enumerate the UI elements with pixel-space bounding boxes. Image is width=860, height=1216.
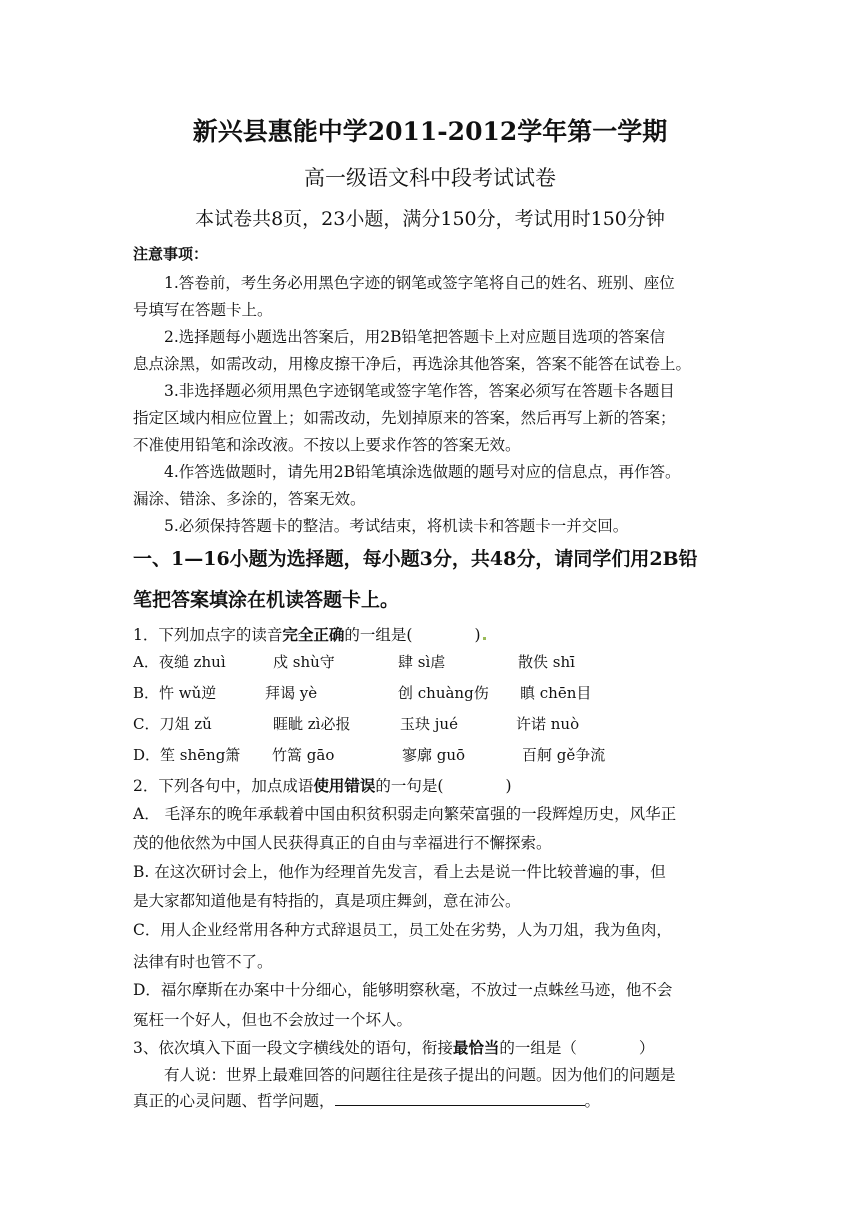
notice-line: 2.选择题每小题选出答案后，用2B铅笔把答题卡上对应题目选项的答案信: [164, 328, 666, 346]
q1-stem-emphasis: 完全正确: [282, 625, 345, 644]
q1-option-b: 瞋 chēn目: [520, 684, 592, 702]
q2-stem-text-end: 的一句是( ): [375, 777, 512, 795]
q2-option-b: B. 在这次研讨会上，他作为经理首先发言，看上去是说一件比较普遍的事，但: [133, 863, 666, 881]
q1-option-d: 寥廓 guō: [402, 746, 466, 764]
q1-option-a: A．夜缒 zhuì: [133, 653, 226, 671]
q3-stem-emphasis: 最恰当: [452, 1038, 500, 1057]
q3-body: 有人说：世界上最难回答的问题往往是孩子提出的问题。因为他们的问题是: [164, 1066, 676, 1084]
notice-line: 号填写在答题卡上。: [133, 301, 273, 319]
q2-option-b-cont: 是大家都知道他是有特指的，真是项庄舞剑，意在沛公。: [133, 892, 521, 910]
notice-line: 4.作答选做题时，请先用2B铅笔填涂选做题的题号对应的信息点，再作答。: [164, 463, 681, 481]
q3-stem: [133, 1036, 654, 1058]
q2-stem-emphasis: 使用错误: [313, 776, 376, 795]
exam-info: 本试卷共8页，23小题，满分150分，考试用时150分钟: [195, 208, 665, 230]
section-heading-cont: 笔把答案填涂在机读答题卡上。: [133, 589, 400, 611]
q1-option-c: 玉玦 jué: [400, 715, 458, 733]
notice-line: 1.答卷前，考生务必用黑色字迹的钢笔或签字笔将自己的姓名、班别、座位: [164, 274, 675, 292]
q1-option-d: D．笙 shēng箫: [133, 746, 241, 764]
exam-title: 新兴县惠能中学2011-2012学年第一学期: [192, 117, 668, 146]
q3-body-text: 真正的心灵问题、哲学问题，: [133, 1092, 335, 1110]
notice-line: 3.非选择题必须用黑色字迹钢笔或签字笔作答，答案必须写在答题卡各题目: [164, 382, 675, 400]
notice-line: 漏涂、错涂、多涂的，答案无效。: [133, 490, 366, 508]
q2-option-c: C．用人企业经常用各种方式辞退员工，员工处在劣势，人为刀俎，我为鱼肉，: [133, 921, 672, 939]
green-mark: [483, 637, 486, 640]
q1-option-d: 百舸 gě争流: [522, 746, 606, 764]
q1-option-c: 睚眦 zì必报: [273, 715, 351, 733]
q1-stem: [133, 623, 486, 645]
q3-stem-text: 3、依次填入下面一段文字横线处的语句，衔接: [133, 1039, 453, 1057]
q1-option-a: 散佚 shī: [518, 653, 575, 671]
q1-option-a: 肆 sì虐: [398, 653, 446, 671]
q3-body-cont: [133, 1089, 600, 1111]
notice-line: 不准使用铅笔和涂改液。不按以上要求作答的答案无效。: [133, 436, 521, 454]
q1-option-b: 拜谒 yè: [265, 684, 318, 702]
q2-option-c-cont: 法律有时也管不了。: [133, 953, 273, 971]
q2-stem: [133, 774, 512, 796]
q2-option-a: A． 毛泽东的晚年承载着中国由积贫积弱走向繁荣富强的一段辉煌历史，风华正: [133, 805, 677, 823]
exam-subtitle: 高一级语文科中段考试试卷: [304, 166, 556, 190]
q1-option-c: 许诺 nuò: [516, 715, 580, 733]
q2-option-d-cont: 冤枉一个好人，但也不会放过一个坏人。: [133, 1011, 413, 1029]
answer-blank[interactable]: [335, 1091, 585, 1106]
q2-stem-text: 2．下列各句中，加点成语: [133, 777, 314, 795]
q3-body-end: 。: [584, 1092, 601, 1110]
q2-option-d: D．福尔摩斯在办案中十分细心，能够明察秋毫，不放过一点蛛丝马迹，他不会: [133, 981, 673, 999]
notice-heading: 注意事项：: [133, 245, 209, 263]
q1-option-a: 戍 shù守: [273, 653, 335, 671]
q1-stem-text-end: 的一组是( ): [344, 626, 481, 644]
q1-option-d: 竹篙 gāo: [272, 746, 335, 764]
section-heading: 一、1—16小题为选择题，每小题3分，共48分，请同学们用2B铅: [133, 548, 698, 570]
q2-option-a-cont: 茂的他依然为中国人民获得真正的自由与幸福进行不懈探索。: [133, 834, 552, 852]
q3-stem-text-end: 的一组是（ ）: [499, 1039, 655, 1057]
q1-option-b: B．忤 wǔ逆: [133, 684, 217, 702]
notice-line: 指定区域内相应位置上；如需改动，先划掉原来的答案，然后再写上新的答案；: [133, 409, 676, 427]
q1-option-b: 创 chuàng伤: [398, 684, 489, 702]
q1-option-c: C．刀俎 zǔ: [133, 715, 212, 733]
notice-line: 息点涂黑，如需改动，用橡皮擦干净后，再选涂其他答案，答案不能答在试卷上。: [133, 355, 692, 373]
q1-stem-text: 1．下列加点字的读音: [133, 626, 283, 644]
notice-line: 5.必须保持答题卡的整洁。考试结束，将机读卡和答题卡一并交回。: [164, 517, 629, 535]
